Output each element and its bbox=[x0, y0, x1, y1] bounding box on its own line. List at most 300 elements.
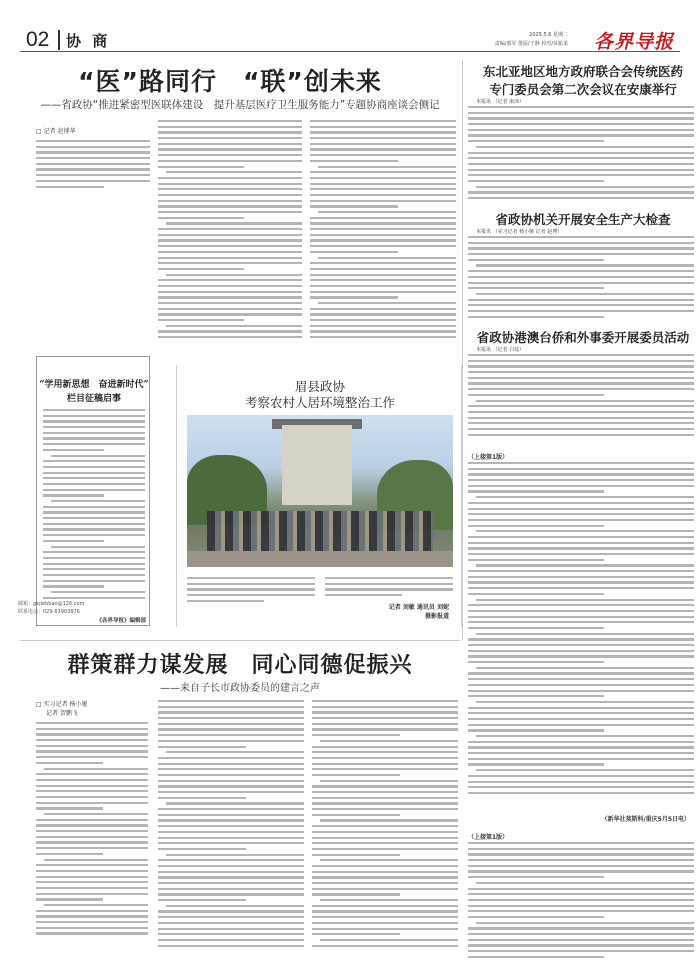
text-line bbox=[158, 717, 304, 719]
text-line bbox=[468, 242, 694, 244]
right-article-1-title-2[interactable]: 专门委员会第二次会议在安康举行 bbox=[489, 82, 677, 97]
text-line bbox=[468, 672, 694, 674]
text-line bbox=[310, 279, 456, 281]
text-line bbox=[43, 466, 145, 468]
news-photo[interactable] bbox=[187, 415, 453, 567]
bottom-article-byline-1: □ 实习记者 杨小娅 bbox=[36, 701, 88, 708]
text-line bbox=[312, 882, 458, 884]
lead-article-title[interactable]: “医”路同行 “联”创未来 bbox=[78, 67, 382, 96]
text-line bbox=[476, 701, 694, 703]
text-line bbox=[468, 576, 694, 578]
text-line bbox=[310, 268, 456, 270]
text-line bbox=[158, 245, 302, 247]
text-line bbox=[43, 511, 145, 513]
text-line bbox=[468, 479, 694, 481]
text-line bbox=[43, 432, 145, 434]
text-line bbox=[187, 600, 264, 602]
text-line bbox=[36, 830, 148, 832]
text-line bbox=[187, 594, 315, 596]
text-line bbox=[310, 137, 456, 139]
text-line bbox=[36, 140, 150, 142]
text-line bbox=[468, 888, 694, 890]
text-line bbox=[312, 825, 458, 827]
text-line bbox=[44, 859, 148, 861]
text-line bbox=[468, 405, 694, 407]
text-line bbox=[310, 143, 456, 145]
text-line bbox=[158, 319, 244, 321]
text-line bbox=[468, 718, 694, 720]
text-line bbox=[158, 285, 302, 287]
text-line bbox=[476, 769, 694, 771]
text-line bbox=[310, 194, 456, 196]
call-signature: 《各界导报》编辑部 bbox=[96, 618, 146, 624]
text-line bbox=[312, 905, 458, 907]
text-line bbox=[36, 893, 148, 895]
text-line bbox=[312, 916, 458, 918]
text-line bbox=[468, 939, 694, 941]
text-line bbox=[310, 251, 398, 253]
text-line bbox=[158, 808, 304, 810]
text-line bbox=[468, 417, 694, 419]
text-line bbox=[36, 807, 103, 809]
continued-article-1-body bbox=[468, 462, 694, 798]
text-line bbox=[166, 854, 304, 856]
text-line bbox=[44, 768, 148, 770]
text-line bbox=[36, 864, 148, 866]
text-line bbox=[166, 274, 302, 276]
text-line bbox=[320, 899, 458, 901]
text-line bbox=[310, 234, 456, 236]
lead-article-column-2 bbox=[158, 120, 302, 342]
text-line bbox=[468, 956, 604, 958]
text-line bbox=[158, 763, 304, 765]
text-line bbox=[312, 774, 400, 776]
text-line bbox=[312, 888, 458, 890]
text-line bbox=[158, 791, 304, 793]
text-line bbox=[310, 217, 456, 219]
text-line bbox=[468, 411, 694, 413]
text-line bbox=[36, 927, 148, 929]
photo-feature-title-1: 眉县政协 bbox=[294, 379, 345, 394]
text-line bbox=[44, 813, 148, 815]
text-line bbox=[51, 500, 145, 502]
text-line bbox=[36, 802, 148, 804]
text-line bbox=[158, 888, 304, 890]
text-line bbox=[36, 168, 150, 170]
text-line bbox=[158, 876, 304, 878]
text-line bbox=[36, 157, 150, 159]
text-line bbox=[43, 534, 145, 536]
text-line bbox=[51, 546, 145, 548]
call-title-line-1: “学用新思想 奋进新时代” bbox=[39, 380, 149, 390]
text-line bbox=[43, 557, 145, 559]
text-line bbox=[468, 853, 694, 855]
text-line bbox=[310, 313, 456, 315]
text-line bbox=[36, 750, 148, 752]
text-line bbox=[36, 881, 148, 883]
text-line bbox=[158, 797, 246, 799]
text-line bbox=[36, 876, 148, 878]
text-line bbox=[468, 354, 694, 356]
text-line bbox=[312, 734, 400, 736]
right-article-3-body bbox=[468, 354, 694, 439]
text-line bbox=[468, 519, 694, 521]
text-line bbox=[468, 382, 694, 384]
text-line bbox=[468, 627, 604, 629]
text-line bbox=[468, 152, 694, 154]
text-line bbox=[158, 865, 304, 867]
text-line bbox=[158, 143, 302, 145]
text-line bbox=[158, 205, 302, 207]
bottom-article-title[interactable]: 群策群力谋发展 同心同德促振兴 bbox=[67, 653, 413, 678]
right-article-3-title[interactable]: 省政协港澳台侨和外事委开展委员活动 bbox=[476, 330, 690, 345]
text-line bbox=[468, 163, 694, 165]
text-line bbox=[36, 151, 150, 153]
news-source: （新华社莫斯科/重庆5月5日电） bbox=[601, 816, 690, 823]
text-line bbox=[468, 513, 694, 515]
text-line bbox=[36, 824, 148, 826]
text-line bbox=[312, 854, 400, 856]
text-line bbox=[158, 177, 302, 179]
text-line bbox=[158, 228, 302, 230]
text-line bbox=[43, 489, 145, 491]
text-line bbox=[158, 126, 302, 128]
text-line bbox=[166, 325, 302, 327]
text-line bbox=[36, 180, 150, 182]
text-line bbox=[318, 166, 456, 168]
text-line bbox=[468, 758, 694, 760]
text-line bbox=[158, 291, 302, 293]
text-line bbox=[312, 808, 458, 810]
text-line bbox=[468, 276, 694, 278]
text-line bbox=[476, 496, 694, 498]
text-line bbox=[36, 745, 148, 747]
text-line bbox=[468, 468, 694, 470]
text-line bbox=[51, 591, 145, 593]
text-line bbox=[320, 819, 458, 821]
text-line bbox=[312, 706, 458, 708]
text-line bbox=[310, 222, 456, 224]
text-line bbox=[312, 922, 458, 924]
text-line bbox=[312, 797, 458, 799]
text-line bbox=[468, 106, 694, 108]
text-line bbox=[43, 580, 145, 582]
text-line bbox=[468, 473, 694, 475]
text-line bbox=[310, 188, 456, 190]
text-line bbox=[43, 523, 145, 525]
text-line bbox=[158, 137, 302, 139]
text-line bbox=[468, 490, 604, 492]
text-line bbox=[312, 837, 458, 839]
text-line bbox=[310, 330, 456, 332]
text-line bbox=[468, 604, 694, 606]
text-line bbox=[310, 171, 456, 173]
call-for-submissions-box[interactable] bbox=[36, 356, 150, 626]
text-line bbox=[312, 876, 458, 878]
text-line bbox=[158, 700, 304, 702]
text-line bbox=[158, 723, 304, 725]
text-line bbox=[36, 739, 148, 741]
text-line bbox=[468, 746, 694, 748]
text-line bbox=[468, 360, 694, 362]
bottom-article-column-3 bbox=[312, 700, 458, 950]
text-line bbox=[310, 183, 456, 185]
text-line bbox=[158, 910, 304, 912]
text-line bbox=[166, 751, 304, 753]
right-article-2-body bbox=[468, 236, 694, 321]
text-line bbox=[320, 859, 458, 861]
text-line bbox=[36, 836, 148, 838]
text-line bbox=[312, 723, 458, 725]
text-line bbox=[468, 655, 694, 657]
text-line bbox=[158, 814, 304, 816]
text-line bbox=[158, 757, 304, 759]
text-line bbox=[468, 394, 604, 396]
photo-building bbox=[282, 425, 352, 505]
text-line bbox=[310, 200, 456, 202]
text-line bbox=[36, 186, 104, 188]
text-line bbox=[36, 847, 148, 849]
text-line bbox=[158, 768, 304, 770]
text-line bbox=[476, 882, 694, 884]
text-line bbox=[468, 377, 694, 379]
text-line bbox=[468, 638, 694, 640]
text-line bbox=[468, 180, 604, 182]
text-line bbox=[166, 222, 302, 224]
text-line bbox=[325, 583, 453, 585]
continued-from-front-2: （上接第1版） bbox=[468, 834, 509, 841]
text-line bbox=[36, 773, 148, 775]
text-line bbox=[43, 449, 104, 451]
text-line bbox=[468, 536, 694, 538]
text-line bbox=[310, 120, 456, 122]
staff-credits: 责编/郭军 排版/王静 校对/苗振柔 bbox=[494, 41, 568, 47]
text-line bbox=[468, 893, 694, 895]
text-line bbox=[158, 313, 302, 315]
photo-credit: 记者 刘敏 通讯员 刘妮 bbox=[388, 604, 449, 611]
page-header bbox=[20, 30, 680, 52]
text-line bbox=[468, 910, 694, 912]
text-line bbox=[468, 553, 694, 555]
text-line bbox=[187, 577, 315, 579]
call-phone: 联系电话：029-63903876 bbox=[18, 609, 80, 615]
bottom-article-byline-2: 记者 贺鹏飞 bbox=[46, 710, 78, 717]
text-line bbox=[158, 234, 302, 236]
photo-caption-left bbox=[187, 577, 315, 605]
text-line bbox=[36, 898, 103, 900]
text-line bbox=[158, 120, 302, 122]
right-article-1-body bbox=[468, 106, 694, 203]
text-line bbox=[158, 871, 304, 873]
text-line bbox=[468, 253, 694, 255]
text-line bbox=[158, 268, 244, 270]
text-line bbox=[43, 597, 145, 599]
right-article-3-byline: 本报讯 （记者 白瑶） bbox=[476, 347, 525, 353]
text-line bbox=[325, 577, 453, 579]
masthead-logo[interactable]: 各界导报 bbox=[593, 31, 674, 53]
text-line bbox=[476, 146, 694, 148]
text-line bbox=[312, 791, 458, 793]
text-line bbox=[468, 848, 694, 850]
text-line bbox=[468, 134, 694, 136]
lead-article-subtitle: ——省政协“推进紧密型医联体建设 提升基层医疗卫生服务能力”专题协商座谈会侧记 bbox=[40, 99, 440, 111]
page-number: 02 bbox=[26, 28, 50, 51]
text-line bbox=[36, 819, 148, 821]
text-line bbox=[36, 779, 148, 781]
text-line bbox=[158, 899, 246, 901]
text-line bbox=[43, 506, 145, 508]
text-line bbox=[158, 740, 304, 742]
text-line bbox=[468, 581, 694, 583]
text-line bbox=[468, 428, 694, 430]
text-line bbox=[468, 870, 694, 872]
text-line bbox=[468, 259, 604, 261]
text-line bbox=[43, 437, 145, 439]
text-line bbox=[158, 188, 302, 190]
text-line bbox=[36, 733, 148, 735]
text-line bbox=[468, 916, 604, 918]
text-line bbox=[312, 871, 458, 873]
text-line bbox=[158, 711, 304, 713]
text-line bbox=[158, 728, 304, 730]
text-line bbox=[36, 921, 148, 923]
text-line bbox=[468, 724, 694, 726]
text-line bbox=[43, 483, 145, 485]
photo-people bbox=[207, 511, 433, 555]
text-line bbox=[166, 905, 304, 907]
text-line bbox=[36, 785, 148, 787]
text-line bbox=[468, 542, 694, 544]
text-line bbox=[36, 790, 148, 792]
text-line bbox=[310, 291, 456, 293]
text-line bbox=[310, 296, 398, 298]
text-line bbox=[310, 126, 456, 128]
text-line bbox=[310, 228, 456, 230]
continued-article-2-body bbox=[468, 842, 694, 961]
text-line bbox=[468, 933, 694, 935]
text-line bbox=[43, 472, 145, 474]
text-line bbox=[468, 304, 694, 306]
text-line bbox=[468, 950, 694, 952]
text-line bbox=[468, 621, 694, 623]
lead-article-byline: □ 记者 赵博华 bbox=[36, 128, 76, 135]
text-line bbox=[310, 154, 456, 156]
text-line bbox=[158, 922, 304, 924]
text-line bbox=[318, 302, 456, 304]
text-line bbox=[468, 388, 694, 390]
text-line bbox=[318, 257, 456, 259]
text-line bbox=[468, 650, 694, 652]
call-email[interactable]: 邮箱：gejiebbao@126.com bbox=[18, 601, 85, 607]
text-line bbox=[468, 112, 694, 114]
photo-ground bbox=[187, 551, 453, 567]
text-line bbox=[468, 842, 694, 844]
text-line bbox=[468, 644, 694, 646]
text-line bbox=[312, 945, 458, 947]
text-line bbox=[312, 700, 458, 702]
text-line bbox=[468, 299, 694, 301]
text-line bbox=[468, 684, 694, 686]
text-line bbox=[312, 848, 458, 850]
text-line bbox=[43, 540, 104, 542]
text-line bbox=[468, 616, 694, 618]
text-line bbox=[43, 563, 145, 565]
text-line bbox=[158, 166, 244, 168]
text-line bbox=[468, 865, 694, 867]
text-line bbox=[36, 174, 150, 176]
text-line bbox=[36, 756, 148, 758]
text-line bbox=[158, 774, 304, 776]
text-line bbox=[310, 239, 456, 241]
text-line bbox=[36, 722, 148, 724]
text-line bbox=[468, 781, 694, 783]
text-line bbox=[468, 236, 694, 238]
text-line bbox=[158, 842, 304, 844]
text-line bbox=[476, 400, 694, 402]
text-line bbox=[468, 899, 694, 901]
text-line bbox=[158, 279, 302, 281]
text-line bbox=[468, 707, 694, 709]
text-line bbox=[310, 308, 456, 310]
bottom-article-subtitle: ——来自子长市政协委员的建言之声 bbox=[160, 683, 320, 694]
issue-date: 2025.5.6 星期二 bbox=[529, 32, 568, 38]
text-line bbox=[158, 831, 304, 833]
text-line bbox=[468, 191, 694, 193]
text-line bbox=[158, 131, 302, 133]
text-line bbox=[468, 712, 694, 714]
text-line bbox=[312, 785, 458, 787]
right-article-2-title[interactable]: 省政协机关开展安全生产大检查 bbox=[495, 212, 671, 227]
text-line bbox=[468, 752, 694, 754]
text-line bbox=[312, 746, 458, 748]
text-line bbox=[187, 583, 315, 585]
text-line bbox=[43, 460, 145, 462]
section-divider bbox=[20, 640, 460, 641]
text-line bbox=[158, 825, 304, 827]
text-line bbox=[310, 319, 456, 321]
text-line bbox=[468, 678, 694, 680]
text-line bbox=[43, 409, 145, 411]
photo-caption-right bbox=[325, 577, 453, 600]
text-line bbox=[312, 757, 458, 759]
text-line bbox=[158, 706, 304, 708]
text-line bbox=[158, 893, 304, 895]
photo-credit-type: 摄影报道 bbox=[424, 613, 449, 620]
text-line bbox=[468, 174, 694, 176]
text-line bbox=[158, 933, 304, 935]
column-divider bbox=[462, 60, 463, 640]
text-line bbox=[468, 123, 694, 125]
text-line bbox=[468, 287, 604, 289]
text-line bbox=[468, 157, 694, 159]
text-line bbox=[310, 148, 456, 150]
continued-from-front-1: （上接第1版） bbox=[468, 454, 509, 461]
text-line bbox=[310, 336, 456, 338]
text-line bbox=[468, 169, 694, 171]
text-line bbox=[468, 741, 694, 743]
text-line bbox=[43, 551, 145, 553]
text-line bbox=[468, 729, 604, 731]
text-line bbox=[468, 462, 694, 464]
text-line bbox=[158, 217, 244, 219]
text-line bbox=[36, 870, 148, 872]
text-line bbox=[36, 910, 148, 912]
text-line bbox=[312, 711, 458, 713]
text-line bbox=[310, 177, 456, 179]
text-line bbox=[310, 131, 456, 133]
text-line bbox=[468, 197, 694, 199]
right-article-1-title-1[interactable]: 东北亚地区地方政府联合会传统医药 bbox=[482, 64, 683, 79]
